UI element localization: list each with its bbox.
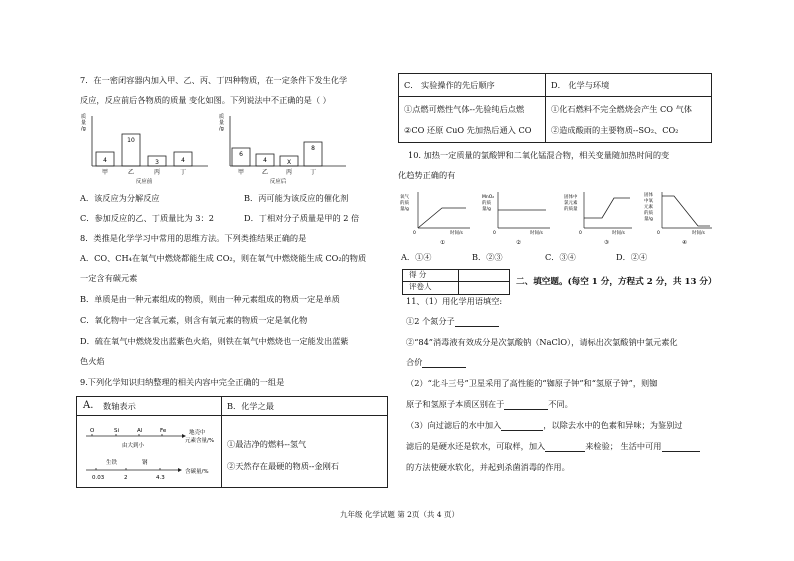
q11-text: （3）向过滤后的水中加入 — [406, 420, 502, 430]
q7-option-c: C．参加反应的乙、丁质量比为 3：2 — [80, 213, 214, 223]
graph-origin: 0 — [413, 231, 416, 236]
q8-option-b: B．单质是由一种元素组成的物质，则由一种元素组成的物质一定是单质 — [80, 294, 340, 304]
axis-arrow-label: 由大到小 — [122, 443, 145, 449]
q9-stem: 9.下列化学知识归纳整理的相关内容中完全正确的一组是 — [80, 377, 285, 387]
q11-text: ，以除去水中的色素和异味；为鉴别过 — [543, 420, 683, 430]
graph-origin: 0 — [579, 231, 582, 236]
bar-value: X — [286, 159, 292, 166]
d-title: D． 化学与环境 — [551, 80, 610, 90]
d-item1: ①化石燃料不完全燃烧会产生 CO 气体 — [551, 104, 692, 114]
q8-option-a-line2: 一定含有碳元素 — [80, 273, 138, 283]
answer-blank[interactable] — [422, 358, 466, 368]
chart-category: 丁 — [309, 169, 317, 176]
chart-category: 乙 — [127, 169, 135, 176]
q10-graph-3 — [564, 192, 632, 246]
axis-label: 2 — [124, 475, 128, 481]
graph-number: ② — [516, 240, 521, 246]
axis-label: Al — [137, 428, 143, 434]
answer-blank[interactable] — [662, 442, 700, 452]
chart-ylabel: 量 — [81, 120, 87, 126]
chart-category: 丁 — [179, 169, 187, 176]
axis-title: 地壳中 — [189, 430, 206, 436]
q7-stem-line1: 7．在一密闭容器内加入甲、乙、丙、丁四种物质，在一定条件下发生化学 — [80, 75, 348, 85]
q8-option-a-line1: A．CO、CH₄在氧气中燃烧都能生成 CO₂，则在氧气中燃烧能生成 CO₂的物质 — [80, 253, 367, 263]
chart-ylabel: 质 — [81, 114, 87, 120]
chart-category: 甲 — [101, 169, 109, 176]
q10-stem-line1: 10. 加热一定质量的氯酸钾和二氧化锰混合物，相关变量随加热时间的变 — [408, 150, 670, 160]
answer-blank[interactable] — [501, 421, 543, 431]
graph-ylabel: 量/g — [400, 207, 409, 212]
q7-option-d: D．丁相对分子质量是甲的 2 倍 — [244, 213, 360, 223]
answer-blank[interactable] — [455, 317, 499, 327]
d-item2: ②造成酸雨的主要物质--SO₂、CO₂ — [551, 125, 679, 135]
q10-graphs — [398, 190, 718, 248]
graph-xlabel: 时间/s — [692, 231, 705, 236]
c-title: C． 实验操作的先后顺序 — [404, 80, 495, 90]
q11-line6 — [406, 399, 573, 410]
graph-ylabel: 元素 — [644, 205, 653, 210]
axis-label: O — [90, 428, 95, 434]
answer-blank[interactable] — [545, 442, 585, 452]
graph-number: ③ — [604, 240, 609, 246]
axis-label: Fe — [160, 428, 167, 434]
q9-b-item2: ②天然存在最硬的物质--金刚石 — [227, 461, 339, 471]
axis-title: 含碳量/% — [185, 469, 209, 475]
graph-ylabel: 的质 — [482, 201, 491, 206]
q8-option-d-line1: D．硫在氧气中燃烧发出蓝紫色火焰，则铁在氧气中燃烧也一定能发出蓝紫 — [80, 336, 349, 346]
answer-blank[interactable] — [504, 400, 548, 410]
graph-ylabel: MnO₂ — [482, 195, 495, 200]
q10-option-d: D．②④ — [616, 252, 648, 262]
graph-ylabel: 固体 — [644, 193, 653, 198]
q9-a-title: 数轴表示 — [103, 401, 136, 411]
bar-value: 6 — [239, 151, 243, 158]
graph-xlabel: 时间/s — [530, 231, 543, 236]
chart-ylabel: /g — [81, 126, 86, 132]
grader-label: 评卷人 — [409, 282, 432, 291]
c-item1: ①点燃可燃性气体--先验纯后点燃 — [404, 104, 525, 114]
page-footer: 九年级 化学试题 第 2页（共 4 页） — [340, 510, 459, 519]
graph-origin: 0 — [493, 231, 496, 236]
q9-b-head: B．化学之最 — [227, 401, 274, 411]
graph-ylabel: 的质 — [644, 211, 653, 216]
q11-line8 — [406, 441, 700, 452]
chart-category: 丙 — [153, 169, 161, 176]
chart-category: 甲 — [237, 169, 245, 176]
q11-text: 不同。 — [548, 399, 573, 409]
q10-graph-1 — [400, 192, 470, 246]
graph-ylabel: 中氧 — [644, 199, 653, 204]
axis-label: 0.03 — [92, 475, 105, 481]
q9-number-lines — [82, 420, 222, 484]
graph-xlabel: 时间/s — [612, 231, 625, 236]
q7-option-a: A．该反应为分解反应 — [80, 193, 160, 203]
q11-item1-text: ①2 个氮分子 — [406, 316, 455, 326]
graph-ylabel: 氯元素 — [564, 201, 578, 206]
axis-label: 钢 — [142, 460, 148, 466]
q11-line2 — [406, 316, 499, 327]
chart-xlabel: 反应后 — [269, 179, 287, 185]
graph-ylabel: 的质 — [400, 201, 409, 206]
q10-graph-4 — [644, 191, 712, 246]
graph-number: ④ — [682, 240, 687, 246]
q11-line3: ②“84”消毒液有效成分是次氯酸钠（NaClO），请标出次氯酸钠中氯元素化 — [406, 337, 678, 347]
chart-ylabel: 量 — [219, 120, 225, 126]
bar-value: 3 — [155, 159, 159, 166]
q11-line7 — [406, 420, 682, 431]
bar-value: 4 — [103, 157, 107, 164]
axis-label: 4.3 — [156, 475, 165, 481]
chart-category: 乙 — [261, 169, 269, 176]
q9-b-item1: ①最洁净的燃料--氢气 — [227, 439, 307, 449]
graph-ylabel: 量/g — [644, 217, 653, 222]
chart-category: 丙 — [285, 169, 293, 176]
q10-option-b: B．②③ — [472, 252, 503, 262]
graph-number: ① — [440, 240, 445, 246]
axis-title: 元素含量/% — [185, 438, 215, 444]
axis-label: 生铁 — [106, 460, 118, 466]
bar-value: 4 — [181, 157, 185, 164]
q10-option-c: C．③④ — [545, 252, 576, 262]
q10-stem-line2: 化趋势正确的有 — [398, 170, 456, 180]
chart-ylabel: /g — [219, 126, 224, 132]
q11-line1: 11、（1）用化学用语填空: — [406, 296, 503, 306]
q11-text: 滤后的是硬水还是软水，可取样，加入 — [406, 441, 546, 451]
bar-value: 8 — [311, 145, 315, 152]
q7-stem-line2: 反应，反应前后各物质的质量 变化如图。下列说法中不正确的是（ ） — [80, 95, 331, 105]
q7-chart-after — [218, 112, 348, 186]
graph-ylabel: 量/g — [482, 207, 491, 212]
cd-table-divider — [545, 73, 546, 142]
q8-option-d-line2: 色火焰 — [80, 356, 105, 366]
bar-value: 10 — [127, 137, 135, 144]
q10-graph-2 — [482, 192, 550, 246]
q8-option-c: C．氧化物中一定含氧元素，则含有氧元素的物质一定是氧化物 — [80, 315, 308, 325]
score-box-divider — [458, 269, 459, 294]
q10-option-a: A．①④ — [401, 252, 432, 262]
q7-chart-before — [80, 112, 210, 186]
chart-xlabel: 反应前 — [135, 179, 153, 185]
q11-text: 原子和氢原子本质区别在于 — [406, 399, 505, 409]
q9-a-head: A. — [83, 400, 94, 411]
q9-table-divider — [76, 415, 387, 416]
c-item2: ②CO 还原 CuO 先加热后通入 CO — [404, 125, 532, 135]
bar-value: 4 — [263, 157, 267, 164]
q7-option-b: B．丙可能为该反应的催化剂 — [244, 193, 349, 203]
q8-stem: 8．类推是化学学习中常用的思维方法。下列类推结果正确的是 — [80, 233, 307, 243]
q11-line4 — [406, 357, 466, 368]
q11-line5: （2）“北斗三号”卫星采用了高性能的“铷原子钟”和“氢原子钟”，则铷 — [406, 378, 658, 388]
q11-text: 来检验； 生活中可用 — [585, 441, 662, 451]
graph-ylabel: 固体中 — [564, 195, 578, 200]
axis-label: Si — [114, 428, 120, 434]
q11-line9: 的方法使硬水软化，并起到杀菌消毒的作用。 — [406, 462, 570, 472]
chart-ylabel: 质 — [219, 114, 225, 120]
score-label: 得 分 — [409, 270, 427, 279]
q11-item2-text: 合价 — [406, 357, 423, 367]
section2-title: 二、填空题。(每空 1 分，方程式 2 分，共 13 分） — [516, 277, 717, 287]
graph-ylabel: 的质量 — [564, 207, 578, 212]
graph-origin: 0 — [657, 231, 660, 236]
graph-ylabel: 氧气 — [400, 195, 409, 200]
cd-table-divider — [398, 96, 711, 97]
graph-xlabel: 时间/s — [450, 231, 463, 236]
